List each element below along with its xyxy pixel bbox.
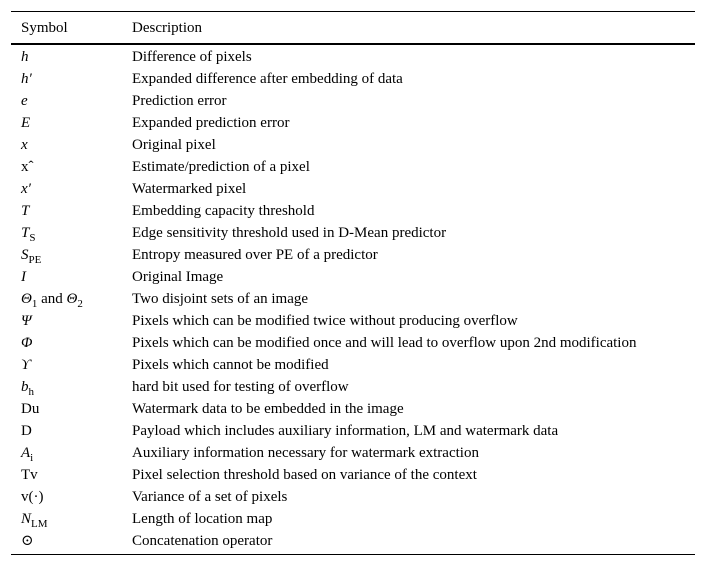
table-row <box>11 288 695 310</box>
table-row <box>11 332 695 354</box>
description-cell: Payload which includes auxiliary information, LM and watermark data <box>132 423 559 439</box>
description-cell: Original pixel <box>132 137 216 153</box>
symbol-text: Φ <box>21 335 33 351</box>
symbol-text: v(·) <box>21 489 44 505</box>
symbol-table-container <box>11 11 695 555</box>
table-row <box>11 310 695 332</box>
table-row <box>11 420 695 442</box>
symbol-text: Du <box>21 401 40 417</box>
table-row <box>11 112 695 134</box>
table-row <box>11 398 695 420</box>
symbol-subscript: 1 <box>31 298 38 310</box>
symbol-cell <box>11 398 132 420</box>
description-cell: Concatenation operator <box>132 533 273 549</box>
table-header-row <box>11 12 695 44</box>
symbol-text: N <box>21 511 32 527</box>
table-row <box>11 486 695 508</box>
description-cell: Pixel selection threshold based on variance of the context <box>132 467 477 483</box>
symbol-text: x <box>21 137 28 153</box>
description-cell: Expanded difference after embedding of data <box>132 71 403 87</box>
description-cell: Pixels which can be modified once and will lead to overflow upon 2nd modification <box>132 335 637 351</box>
header-description: Description <box>132 12 695 44</box>
symbol-text: T <box>21 203 30 219</box>
description-cell: Watermark data to be embedded in the image <box>132 401 404 417</box>
symbol-subscript-2: 2 <box>77 298 83 310</box>
symbol-text: Tv <box>21 467 38 483</box>
symbol-subscript: PE <box>28 254 42 266</box>
table-row <box>11 354 695 376</box>
symbol-text: I <box>21 269 26 285</box>
symbol-cell <box>11 266 132 288</box>
symbol-text: xˆ <box>21 159 34 175</box>
symbol-cell <box>11 442 132 464</box>
header-symbol: Symbol <box>11 12 132 44</box>
symbol-text: T <box>21 225 30 241</box>
symbol-text: E <box>21 115 31 131</box>
table-row <box>11 464 695 486</box>
symbol-text: Θ <box>21 291 32 307</box>
table-row <box>11 376 695 398</box>
symbol-cell <box>11 310 132 332</box>
description-cell: Expanded prediction error <box>132 115 290 131</box>
symbol-text: h <box>21 49 29 65</box>
symbol-text: e <box>21 93 28 109</box>
symbol-text: S <box>21 247 29 263</box>
table-row <box>11 266 695 288</box>
symbol-cell <box>11 178 132 200</box>
table-row <box>11 90 695 112</box>
table-body <box>11 44 695 552</box>
symbol-text: D <box>21 423 32 439</box>
symbol-cell <box>11 222 132 244</box>
description-cell: Watermarked pixel <box>132 181 247 197</box>
symbol-joiner: and <box>37 291 67 307</box>
symbol-cell <box>11 156 132 178</box>
symbol-cell <box>11 354 132 376</box>
description-cell: Entropy measured over PE of a predictor <box>132 247 378 263</box>
symbol-text: b <box>21 379 29 395</box>
symbol-cell <box>11 508 132 530</box>
symbol-cell <box>11 464 132 486</box>
symbol-cell <box>11 200 132 222</box>
symbol-cell <box>11 68 132 90</box>
symbol-subscript: LM <box>31 518 48 530</box>
symbol-table <box>11 12 695 552</box>
symbol-subscript: S <box>29 232 36 244</box>
table-row <box>11 530 695 552</box>
symbol-text: Ψ <box>21 313 32 329</box>
table-row <box>11 156 695 178</box>
table-row <box>11 178 695 200</box>
symbol-cell <box>11 420 132 442</box>
symbol-text-2: Θ <box>66 291 78 307</box>
table-row <box>11 134 695 156</box>
table-row <box>11 508 695 530</box>
symbol-cell <box>11 288 132 310</box>
symbol-cell <box>11 530 132 552</box>
description-cell: Embedding capacity threshold <box>132 203 315 219</box>
description-cell: Length of location map <box>132 511 273 527</box>
description-cell: Two disjoint sets of an image <box>132 291 309 307</box>
symbol-text: ⊙ <box>21 533 34 549</box>
symbol-cell <box>11 486 132 508</box>
table-row <box>11 244 695 266</box>
symbol-text: h′ <box>21 71 32 87</box>
table-row <box>11 222 695 244</box>
table-row <box>11 200 695 222</box>
symbol-cell <box>11 90 132 112</box>
description-cell: Prediction error <box>132 93 227 109</box>
symbol-text: x′ <box>21 181 31 197</box>
symbol-subscript: h <box>28 386 34 398</box>
description-cell: Auxiliary information necessary for watermark extraction <box>132 445 479 461</box>
table-row <box>11 68 695 90</box>
symbol-subscript: i <box>30 452 34 464</box>
symbol-cell <box>11 332 132 354</box>
table-row <box>11 44 695 68</box>
symbol-text: A <box>21 445 31 461</box>
symbol-text: ϒ <box>21 357 31 373</box>
symbol-cell <box>11 112 132 134</box>
symbol-cell <box>11 44 132 68</box>
description-cell: Pixels which cannot be modified <box>132 357 329 373</box>
symbol-cell <box>11 134 132 156</box>
description-cell: hard bit used for testing of overflow <box>132 379 349 395</box>
description-cell: Difference of pixels <box>132 49 252 65</box>
description-cell: Variance of a set of pixels <box>132 489 288 505</box>
symbol-cell <box>11 376 132 398</box>
description-cell: Original Image <box>132 269 224 285</box>
table-row <box>11 442 695 464</box>
description-cell: Estimate/prediction of a pixel <box>132 159 310 175</box>
description-cell: Pixels which can be modified twice without producing overflow <box>132 313 518 329</box>
symbol-cell <box>11 244 132 266</box>
description-cell: Edge sensitivity threshold used in D-Mean predictor <box>132 225 447 241</box>
